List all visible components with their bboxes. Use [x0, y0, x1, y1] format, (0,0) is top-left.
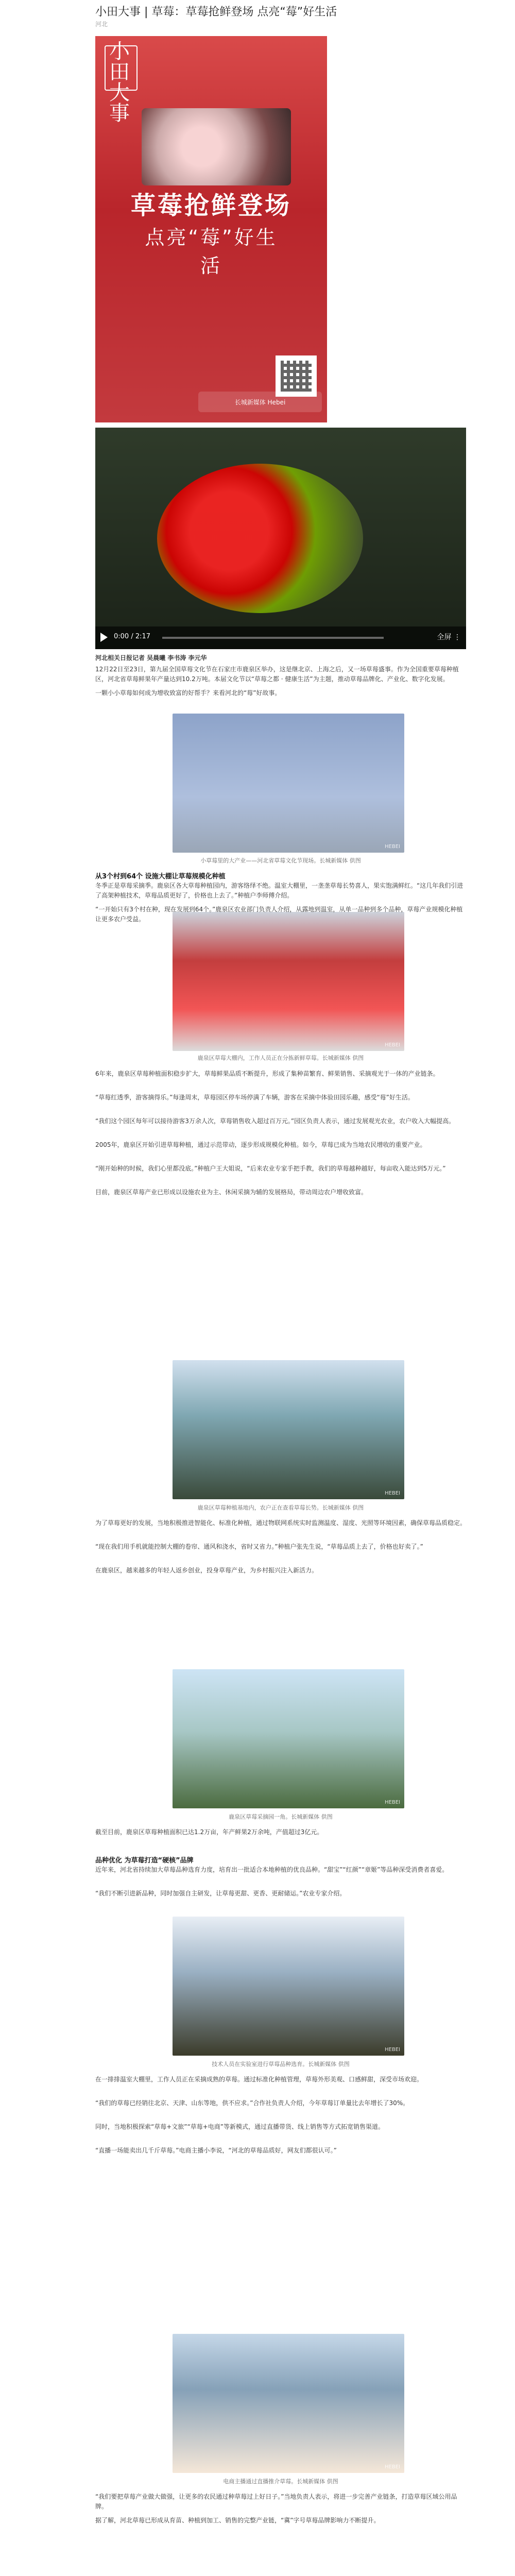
- photo-watermark: HEBEI: [385, 1800, 400, 1805]
- play-icon[interactable]: [100, 633, 108, 642]
- paragraph: “一开始只有3个村在种，现在发展到64个。”鹿泉区农业部门负责人介绍，从露地到温室，从单一品种到多个品种，草莓产业规模化种植让更多农户受益。: [95, 906, 463, 923]
- paragraph: 一颗小小草莓如何成为增收致富的好帮手？来看河北的“莓”好故事。: [95, 689, 281, 697]
- paragraph: “我们这个园区每年可以接待游客3万余人次，草莓销售收入超过百万元。”园区负责人表示，通过发展观光农业，农户收入大幅提高。: [95, 1117, 455, 1125]
- photo-caption: 鹿泉区草莓大棚内，工作人员正在分拣新鲜草莓。长城新媒体 供图: [197, 1055, 364, 1061]
- photo-3: [173, 1360, 404, 1499]
- paragraph: 冬季正是草莓采摘季。鹿泉区各大草莓种植园内，游客络绎不绝。温室大棚里，一垄垄草莓长势喜人，果实饱满鲜红。“这几年我们引进了高架种植技术，草莓品质更好了，价格也上去了。”种植户李师傅介绍。: [95, 882, 464, 900]
- photo-2: [173, 912, 404, 1051]
- paragraph: 2005年，鹿泉区开始引进草莓种植，通过示范带动，逐步形成规模化种植。如今，草莓已成为当地农民增收的重要产业。: [95, 1141, 426, 1148]
- article-meta: 河北: [95, 21, 108, 28]
- paragraph: “我们的草莓已经销往北京、天津、山东等地，供不应求。”合作社负责人介绍，今年草莓订单量比去年增长了30%。: [95, 2099, 409, 2107]
- paragraph: 在一排排温室大棚里，工作人员正在采摘成熟的草莓。通过标准化种植管理，草莓外形美观、口感鲜甜，深受市场欢迎。: [95, 2076, 423, 2083]
- paragraph: “我们要把草莓产业做大做强，让更多的农民通过种草莓过上好日子。”当地负责人表示，将进一步完善产业链条，打造草莓区域公用品牌。: [95, 2493, 457, 2511]
- video-thumbnail: [157, 464, 363, 613]
- cover-poster: [95, 36, 327, 422]
- paragraph: 12月22日至23日，第九届全国草莓文化节在石家庄市鹿泉区举办，这是继北京、上海之后，又一场草莓盛事。作为全国重要草莓种植区，河北省草莓鲜果年产量达到10.2万吨。本届文化节以“草莓之都 · 健康生活”为主题，推动草莓品牌化、产业化、数字化发展。: [95, 666, 459, 683]
- poster-brand: 小田大事: [101, 41, 138, 98]
- paragraph: 目前，鹿泉区草莓产业已形成以设施农业为主、休闲采摘为辅的发展格局，带动周边农户增收致富。: [95, 1189, 368, 1196]
- video-controls[interactable]: [95, 626, 466, 649]
- poster-subline: 点亮“莓”好生活: [145, 226, 278, 277]
- paragraph: “刚开始种的时候，我们心里都没底。”种植户王大姐说，“后来农业专家手把手教，我们的草莓越种越好，每亩收入能达到5万元。”: [95, 1165, 446, 1172]
- article-title: 小田大事 | 草莓：草莓抢鲜登场 点亮“莓”好生活: [95, 6, 337, 19]
- poster-headline: 草莓抢鲜登场: [130, 191, 291, 220]
- paragraph: “草莓红透季，游客摘得乐。”每逢周末，草莓园区停车场停满了车辆，游客在采摘中体验田园乐趣，感受“莓”好生活。: [95, 1094, 414, 1101]
- qr-code-icon: [276, 355, 317, 397]
- section-heading: 从3个村到64个 设施大棚让草莓规模化种植: [95, 873, 226, 880]
- section-heading: 品种优化 为草莓打造“硬核”品牌: [95, 1857, 194, 1865]
- paragraph: 在鹿泉区，越来越多的年轻人返乡创业，投身草莓产业，为乡村振兴注入新活力。: [95, 1567, 318, 1574]
- poster-hero-image: [142, 108, 291, 185]
- video-fullscreen-icon[interactable]: 全屏 ⋮: [437, 633, 461, 641]
- photo-caption: 电商主播通过直播推介草莓。长城新媒体 供图: [223, 2478, 338, 2485]
- paragraph: 据了解，河北草莓已形成从育苗、种植到加工、销售的完整产业链，“冀”字号草莓品牌影响力不断提升。: [95, 2517, 380, 2524]
- paragraph: “我们不断引进新品种，同时加强自主研发，让草莓更甜、更香、更耐储运。”农业专家介绍。: [95, 1890, 346, 1897]
- photo-watermark: HEBEI: [385, 1490, 400, 1496]
- paragraph: 截至目前，鹿泉区草莓种植面积已达1.2万亩，年产鲜果2万余吨，产值超过3亿元。: [95, 1828, 323, 1836]
- photo-1: [173, 714, 404, 853]
- photo-watermark: HEBEI: [385, 2464, 400, 2470]
- paragraph: 为了草莓更好的发展，当地积极推进智能化、标准化种植，通过物联网系统实时监测温度、湿度、光照等环境因素，确保草莓品质稳定。: [95, 1519, 467, 1527]
- photo-caption: 技术人员在实验室进行草莓品种选育。长城新媒体 供图: [212, 2061, 350, 2067]
- paragraph: “现在我们用手机就能控制大棚的卷帘、通风和浇水，省时又省力。”种植户张先生说，“草莓品质上去了，价格也好卖了。”: [95, 1543, 423, 1550]
- paragraph: 近年来，河北省持续加大草莓品种选育力度，培育出一批适合本地种植的优良品种。“甜宝”“红颜”“章姬”等品种深受消费者喜爱。: [95, 1866, 449, 1873]
- photo-5: [173, 1917, 404, 2056]
- poster-logos: 长城新媒体 Hebei: [198, 392, 322, 412]
- photo-watermark: HEBEI: [385, 844, 400, 850]
- photo-4: [173, 1669, 404, 1808]
- video-player[interactable]: [95, 428, 466, 649]
- photo-caption: 小草莓里的大产业——河北省草莓文化节现场。长城新媒体 供图: [200, 857, 361, 864]
- photo-6: [173, 2334, 404, 2473]
- paragraph: “直播一场能卖出几千斤草莓。”电商主播小李说，“河北的草莓品质好，网友们都很认可。”: [95, 2147, 337, 2154]
- photo-caption: 鹿泉区草莓种植基地内，农户正在查看草莓长势。长城新媒体 供图: [197, 1504, 364, 1511]
- paragraph: 6年来，鹿泉区草莓种植面积稳步扩大，草莓鲜果品质不断提升，形成了集种苗繁育、鲜果销售、采摘观光于一体的产业链条。: [95, 1070, 439, 1077]
- video-time: 0:00 / 2:17: [114, 633, 151, 640]
- photo-watermark: HEBEI: [385, 2047, 400, 2053]
- photo-caption: 鹿泉区草莓采摘园一角。长城新媒体 供图: [229, 1814, 333, 1820]
- paragraph: 同时，当地积极探索“草莓+文旅”“草莓+电商”等新模式，通过直播带货、线上销售等方式拓宽销售渠道。: [95, 2123, 384, 2130]
- photo-watermark: HEBEI: [385, 1042, 400, 1048]
- video-progress-bar[interactable]: [162, 637, 384, 639]
- byline: 河北相关日报记者 吴晨曦 李书涛 李元华: [95, 654, 207, 662]
